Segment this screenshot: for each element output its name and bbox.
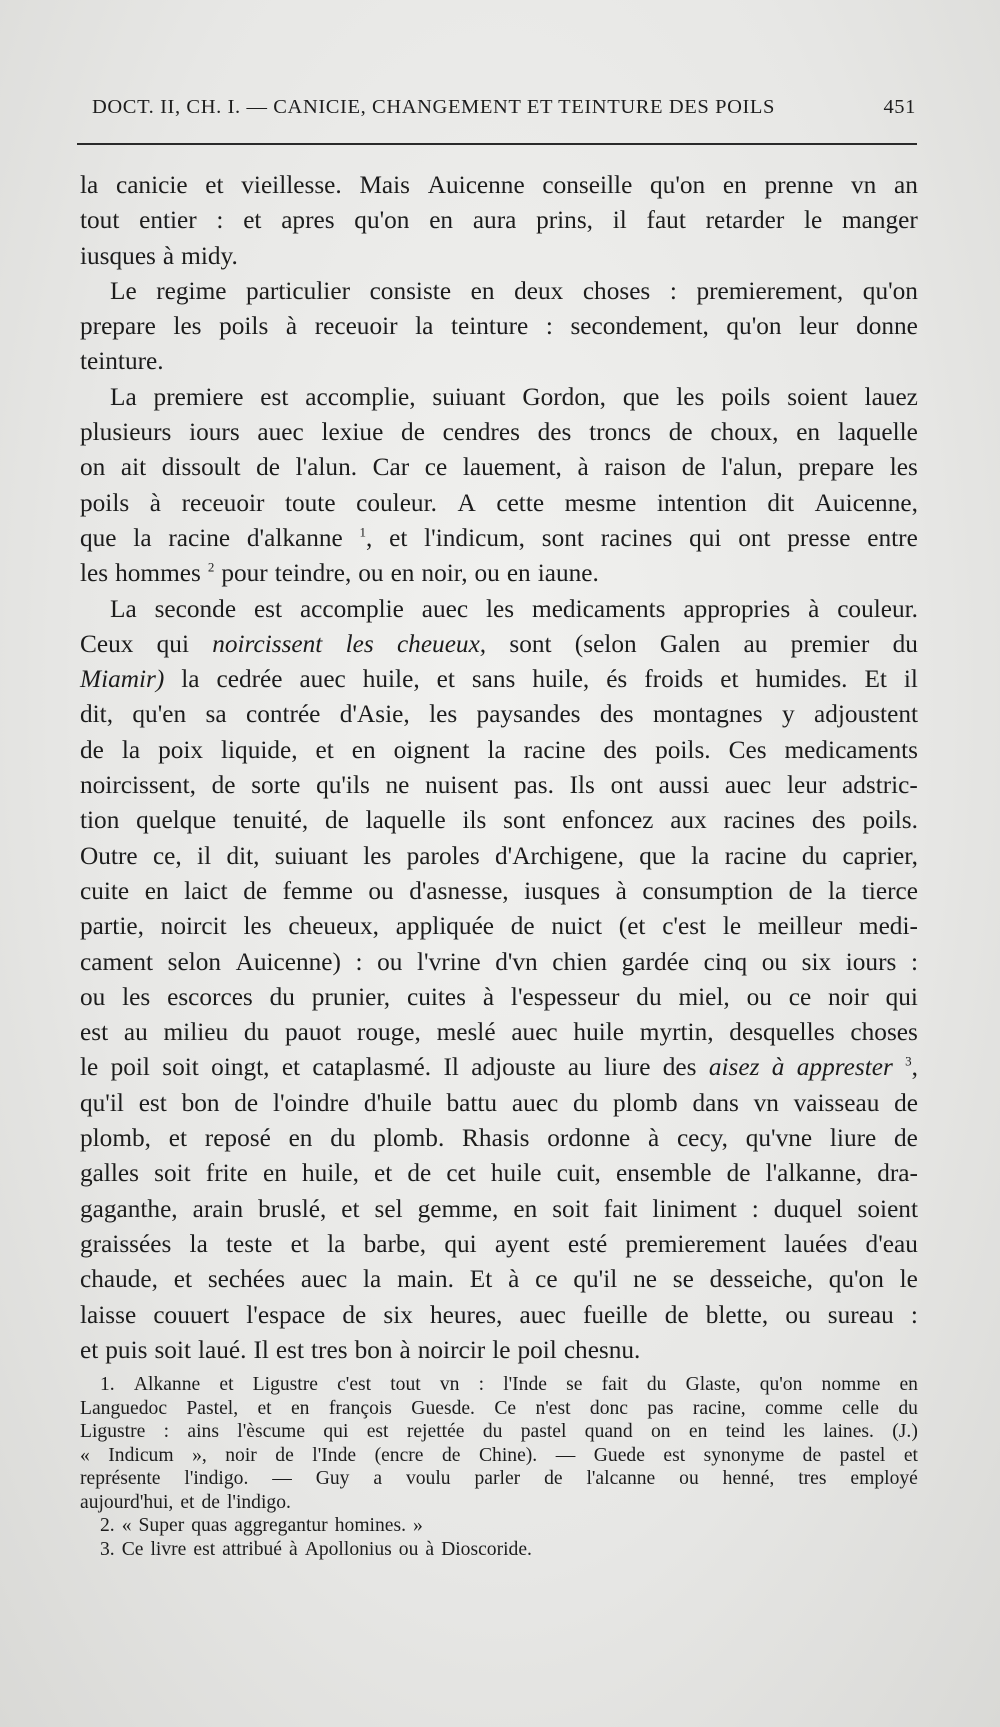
paragraph-line: gaganthe, arain bruslé, et sel gemme, en soit fait liniment : duquel soient xyxy=(80,1194,918,1223)
paragraph-line: plomb, et reposé en du plomb. Rhasis ordonne à cecy, qu'vne liure de xyxy=(80,1124,918,1153)
main-text xyxy=(80,168,918,1368)
paragraph-line: La premiere est accomplie, suiuant Gordon, que les poils soient lauez xyxy=(110,382,918,411)
paragraph-line: Le regime particulier consiste en deux choses : premierement, qu'on xyxy=(110,276,918,305)
running-title: DOCT. II, CH. I. — CANICIE, CHANGEMENT ET TEINTURE DES POILS xyxy=(92,96,776,118)
footnote-line: 3. Ce livre est attribué à Apollonius ou à Dioscoride. xyxy=(100,1538,532,1560)
paragraph-line: prepare les poils à receuoir la teinture : secondement, qu'on leur donne xyxy=(80,312,918,341)
paragraph-line: le poil soit oingt, et cataplasmé. Il adjouste au liure des aisez à apprester $^3$, xyxy=(80,1053,918,1082)
paragraph-line: et puis soit laué. Il est tres bon à noircir le poil chesnu. xyxy=(80,1335,641,1364)
paragraph-line: cuite en laict de femme ou d'asnesse, iusques à consumption de la tierce xyxy=(80,876,918,905)
paragraph-line: chaude, et sechées auec la main. Et à ce qu'il ne se desseiche, qu'on le xyxy=(80,1265,918,1294)
paragraph-line: la canicie et vieillesse. Mais Auicenne conseille qu'on en prenne vn an xyxy=(80,171,918,199)
footnote-line: représente l'indigo. — Guy a voulu parler de l'alcanne ou henné, tres employé xyxy=(80,1468,918,1489)
paragraph-line: galles soit frite en huile, et de cet huile cuit, ensemble de l'alkanne, dra- xyxy=(80,1159,918,1188)
paragraph-line: les hommes $^2$ pour teindre, ou en noir, ou en iaune. xyxy=(80,559,599,588)
paragraph-line: partie, noircit les cheueux, appliquée de nuict (et c'est le meilleur medi- xyxy=(80,912,918,941)
paragraph-line: qu'il est bon de l'oindre d'huile battu auec du plomb dans vn vaisseau de xyxy=(80,1088,918,1117)
paragraph-line: Ceux qui noircissent les cheueux, sont (selon Galen au premier du xyxy=(80,629,918,658)
paragraph-line: tout entier : et apres qu'on en aura prins, il faut retarder le manger xyxy=(80,206,918,235)
paragraph-line: ou les escorces du prunier, cuites à l'espesseur du miel, ou ce noir qui xyxy=(80,982,918,1011)
paragraph-line: laisse couuert l'espace de six heures, auec fueille de blette, ou sureau : xyxy=(80,1300,918,1329)
footnote-line: Ligustre : ains l'èscume qui est rejettée du pastel quand on en teind les laines. (J.) xyxy=(80,1421,918,1442)
footnote-line: 1. Alkanne et Ligustre c'est tout vn : l'Inde se fait du Glaste, qu'on nomme en xyxy=(100,1374,918,1395)
paragraph-line: Outre ce, il dit, suiuant les paroles d'Archigene, que la racine du caprier, xyxy=(80,841,918,870)
paragraph-line: iusques à midy. xyxy=(80,241,238,270)
footnote-line: Languedoc Pastel, et en françois Guesde. Ce n'est donc pas racine, comme celle du xyxy=(80,1397,918,1419)
paragraph-line: est au milieu du pauot rouge, meslé auec huile myrtin, desquelles choses xyxy=(80,1018,918,1047)
footnote-line: « Indicum », noir de l'Inde (encre de Chine). — Guede est synonyme de pastel et xyxy=(80,1444,918,1466)
paragraph-line: plusieurs iours auec lexiue de cendres des troncs de choux, en laquelle xyxy=(80,418,918,447)
running-header xyxy=(92,96,916,119)
paragraph-line: de la poix liquide, et en oignent la racine des poils. Ces medicaments xyxy=(80,735,918,764)
header-rule xyxy=(77,143,917,145)
footnote-line: 2. « Super quas aggregantur homines. » xyxy=(100,1515,423,1536)
paragraph-line: dit, qu'en sa contrée d'Asie, les paysandes des montagnes y adjoustent xyxy=(80,700,918,729)
paragraph-line: cament selon Auicenne) : ou l'vrine d'vn chien gardée cinq ou six iours : xyxy=(80,947,918,976)
paragraph-line: tion quelque tenuité, de laquelle ils sont enfoncez aux racines des poils. xyxy=(80,806,918,835)
paragraph-line: Miamir) la cedrée auec huile, et sans huile, és froids et humides. Et il xyxy=(80,665,918,694)
page-number: 451 xyxy=(883,96,916,118)
paragraph-line: noircissent, de sorte qu'ils ne nuisent pas. Ils ont aussi auec leur adstric- xyxy=(80,771,918,800)
paragraph-line: on ait dissoult de l'alun. Car ce lauement, à raison de l'alun, prepare les xyxy=(80,453,918,482)
paragraph-line: teinture. xyxy=(80,347,164,376)
paragraph-line: graissées la teste et la barbe, qui ayent esté premierement lauées d'eau xyxy=(80,1229,918,1258)
paragraph-line: La seconde est accomplie auec les medicaments appropries à couleur. xyxy=(110,594,918,623)
paragraph-line: poils à receuoir toute couleur. A cette mesme intention dit Auicenne, xyxy=(80,488,918,517)
footnote-line: aujourd'hui, et de l'indigo. xyxy=(80,1491,291,1513)
paragraph-line: que la racine d'alkanne $^1$, et l'indicum, sont racines qui ont presse entre xyxy=(80,523,918,552)
footnotes xyxy=(80,1373,918,1561)
